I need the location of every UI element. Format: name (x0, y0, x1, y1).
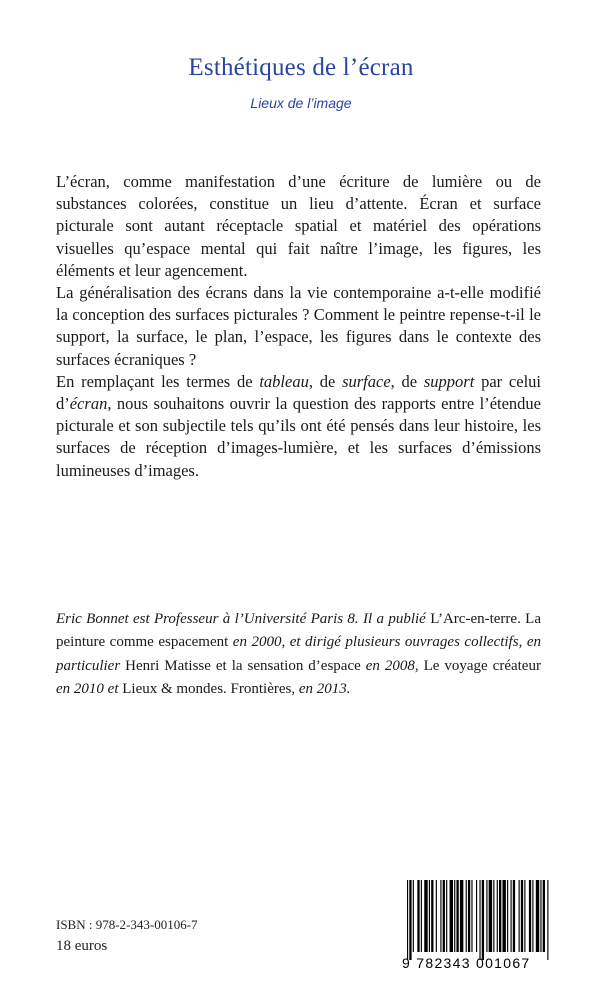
barcode-digits: 9 782343 001067 (402, 955, 531, 971)
blurb-term-surface: surface (342, 371, 391, 391)
blurb-text: , de (308, 371, 343, 391)
book-subtitle: Lieux de l’image (250, 95, 352, 111)
bio-book-title: Lieux & mondes. Frontières, (122, 680, 296, 697)
author-bio (56, 608, 541, 701)
bio-text: en 2008, (360, 657, 424, 674)
blurb-text: , de (390, 371, 424, 391)
bio-book-title: L’Arc-en-terre. La peinture comme espacement (56, 611, 541, 651)
blurb-paragraph-3 (56, 371, 541, 482)
blurb-text: , nous souhaitons ouvrir la question des rapports entre l’étendue picturale et son subjectile tels qu’ils ont été pensés dans leur histoire, les surfaces de réception d’images-lumière, et les surfaces d’émissions lumineuses d’images. (56, 394, 541, 480)
blurb-text: par celui d’ (56, 371, 541, 414)
back-cover-blurb (56, 171, 541, 482)
bio-text: en 2010 et (56, 680, 123, 697)
bio-text: en 2013. (295, 680, 351, 697)
blurb-term-ecran: écran (69, 394, 108, 414)
isbn-label: ISBN : 978-2-343-00106-7 (56, 917, 198, 932)
blurb-paragraph-2: La généralisation des écrans dans la vie contemporaine a-t-elle modifié la conception des surfaces picturales ? Comment le peintre repense-t-il le support, la surface, le plan, l’espace, les figures dans le contexte des surfaces écraniques ? (56, 283, 541, 369)
blurb-text: En remplaçant les termes de (56, 371, 260, 391)
blurb-term-support: support (423, 371, 475, 391)
bio-text: en 2000, et dirigé plusieurs ouvrages collectifs, en particulier (56, 634, 541, 674)
blurb-term-tableau: tableau (259, 371, 309, 391)
bio-book-title: Henri Matisse et la sensation d’espace (125, 657, 361, 674)
bio-book-title: Le voyage créateur (423, 657, 541, 674)
bio-text: Eric Bonnet est Professeur à l’Université Paris 8. Il a publié (56, 611, 431, 627)
blurb-paragraph-1: L’écran, comme manifestation d’une écriture de lumière ou de substances colorées, constitue un lieu d’attente. Écran et surface picturale sont autant réceptacle spatial et matériel des opérations visuelles qu’espace mental qui fait naître l’image, les figures, les éléments et leur agencement. (56, 172, 541, 280)
book-title: Esthétiques de l’écran (188, 54, 414, 81)
price-label: 18 euros (56, 938, 108, 954)
